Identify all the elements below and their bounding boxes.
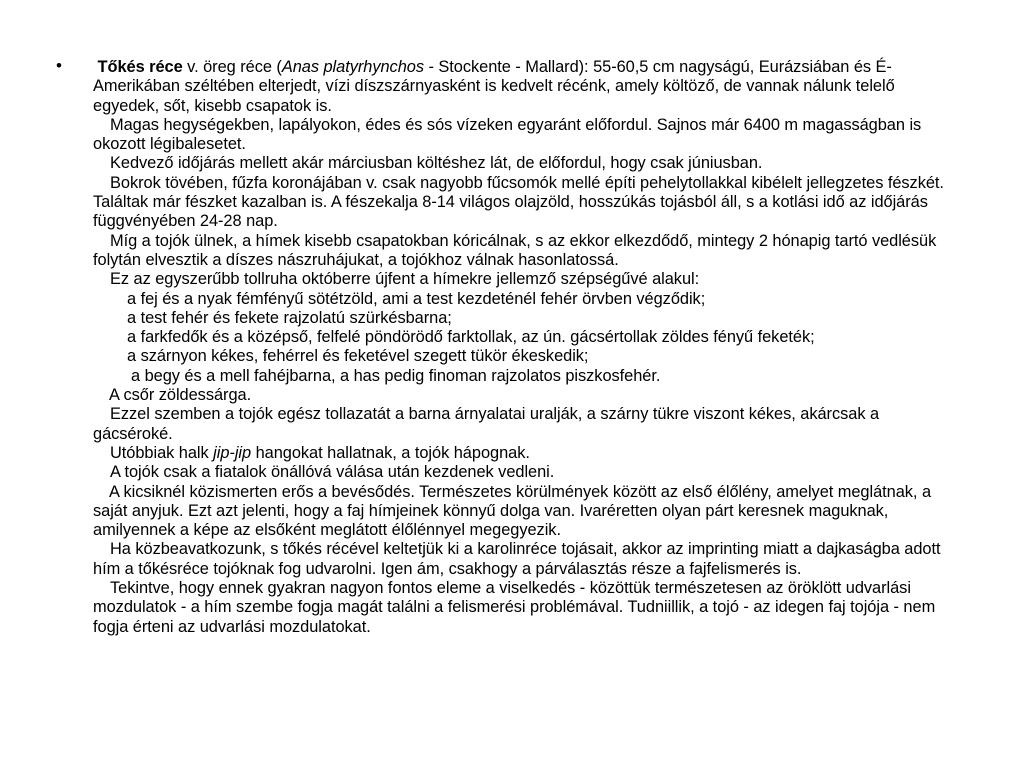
plumage-item-wing: a szárnyon kékes, fehérrel és feketével szegett tükör ékeskedik; (127, 347, 589, 366)
plumage-item-breast: a begy és a mell fahéjbarna, a has pedig finoman rajzolatos piszkosfehér. (131, 366, 661, 385)
bullet-point: • (56, 56, 62, 75)
intro-text-b: - Stockente - Mallard): 55-60,5 cm nagyságú, Eurázsiában és É-Amerikában széltében elterjedt, vízi díszszárnyasként is kedvelt récénk, amely költöző, de vannak nálunk telelő egyedek, sőt, kisebb csapatok is. (93, 58, 895, 115)
paragraph-habitat: Magas hegységekben, lapályokon, édes és sós vízeken egyaránt előfordul. Sajnos már 6400 m magasságban is okozott légibalesetet. (93, 115, 922, 154)
latin-name: Anas platyrhynchos (281, 58, 424, 76)
calls-text-a: Utóbbiak halk (110, 443, 214, 462)
calls-text-b: hangokat hallatnak, a tojók hápognak. (251, 443, 530, 462)
paragraph-calls (93, 444, 963, 463)
plumage-item-body: a test fehér és fekete rajzolatú szürkésbarna; (127, 308, 452, 327)
calls-italic: jip-jip (213, 443, 252, 462)
plumage-item-head: a fej és a nyak fémfényű sötétzöld, ami a test kezdeténél fehér örvben végződik; (127, 289, 706, 308)
paragraph-foster: Ha közbeavatkozunk, s tőkés récével keltetjük ki a karolinréce tojásait, akkor az imprinting miatt a dajkaságba adott hím a tőkésréce tojóknak fog udvarolni. Igen ám, csakhogy a párválasztás része a fajfelismerés is. (93, 540, 941, 578)
paragraph-female-plumage: Ezzel szemben a tojók egész tollazatát a barna árnyalatai uralják, a szárny tükre viszont kékes, akárcsak a gácséroké. (93, 405, 880, 443)
paragraph-moult: Míg a tojók ülnek, a hímek kisebb csapatokban kóricálnak, s az ekkor elkezdődő, mintegy 2 hónapig tartó vedlésük folytán elvesztik a díszes nászruhájukat, a tojókhoz válnak hasonlatossá. (93, 231, 937, 269)
paragraph-breeding-time: Kedvező időjárás mellett akár márciusban költéshez lát, de előfordul, hogy csak júniusban. (110, 154, 763, 173)
intro-paragraph (93, 58, 963, 116)
paragraph-female-moult: A tojók csak a fiatalok önállóvá válása után kezdenek vedleni. (110, 463, 555, 482)
paragraph-bill: A csőr zöldessárga. (109, 386, 252, 405)
paragraph-nest: Bokrok tövében, fűzfa koronájában v. csak nagyobb fűcsomók mellé építi pehelytollakkal kibélelt jellegzetes fészkét. Találtak már fészket kazalban is. A fészekalja 8-14 világos olajzöld, hosszúkás tojásból áll, s a kotlási idő az időjárás függvényében 24-28 nap. (93, 173, 944, 231)
slide-text-body (93, 58, 963, 637)
paragraph-imprinting: A kicsiknél közismerten erős a bevésődés. Természetes körülmények között az első élőlény, amelyet meglátnak, a saját anyjuk. Ezt azt jelenti, hogy a faj hímjeinek könnyű dolga van. Ivaréretten olyan párt keresnek maguknak, amilyennek a képe az elsőként meglátott élőlénnyel megegyezik. (93, 482, 932, 540)
plumage-item-tail: a farkfedők és a középső, felfelé pöndörödő farktollak, az ún. gácsértollak zöldes fényű feketék; (127, 328, 815, 347)
intro-text-a: v. öreg réce ( (182, 58, 282, 76)
species-title: Tőkés réce (97, 58, 183, 76)
paragraph-plumage-intro: Ez az egyszerűbb tollruha októberre újfent a hímekre jellemző szépségűvé alakul: (110, 270, 700, 289)
paragraph-courtship: Tekintve, hogy ennek gyakran nagyon fontos eleme a viselkedés - közöttük természetesen az öröklött udvarlási mozdulatok - a hím szembe fogja magát találni a felismerési problémával. Tudniillik, a tojó - az idegen faj tojója - nem fogja érteni az udvarlási mozdulatokat. (93, 579, 936, 636)
